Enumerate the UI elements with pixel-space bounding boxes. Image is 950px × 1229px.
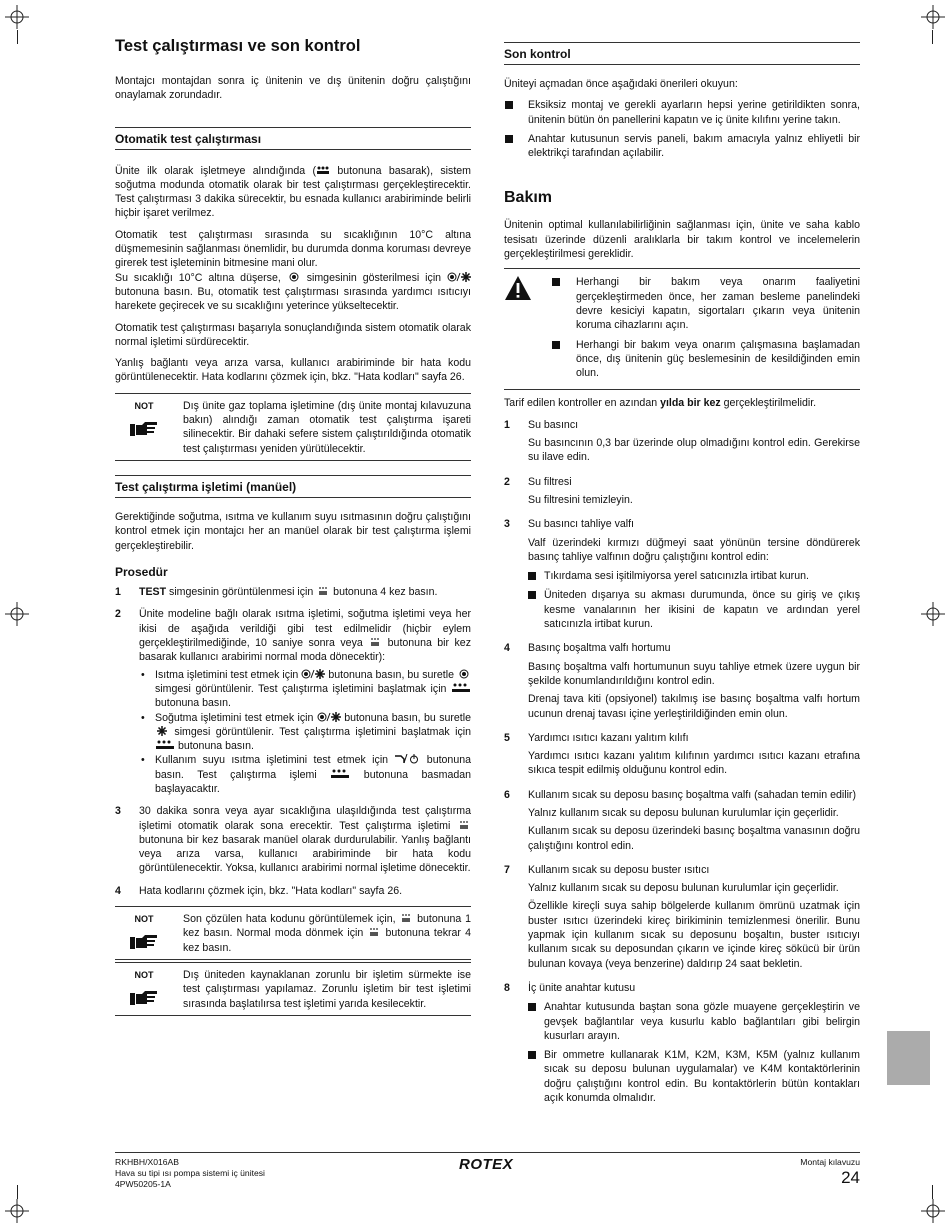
item-subpoint: Bir ommetre kullanarak K1M, K2M, K3M, K5M (yalnız kullanım sıcak su deposu bulunan uygulamalar) ve K4M kontaktörlerinin doğru çalıştığını kontrol edin. Bu kontaktörlerin bütün kontakları açık konumda olmalıdır. bbox=[528, 1048, 860, 1105]
registration-mark-icon bbox=[921, 602, 945, 626]
model-code: RKHBH/X016AB bbox=[115, 1157, 180, 1167]
footer-right bbox=[800, 1157, 860, 1188]
maintenance-item bbox=[504, 863, 860, 971]
item-number: 6 bbox=[504, 788, 510, 801]
procedure-heading: Prosedür bbox=[115, 564, 168, 579]
checks-frequency: Tarif edilen kontroller en azından yılda bir kez gerçekleştirilmelidir. bbox=[504, 397, 817, 410]
maintenance-item bbox=[504, 418, 860, 465]
note-text: Son çözülen hata kodunu görüntülemek için, butonuna 1 kez basın. Normal moda dönmek için butonuna tekrar 4 kez basın. bbox=[183, 913, 471, 954]
item-title: Su filtresi bbox=[528, 475, 572, 488]
item-number: 1 bbox=[504, 418, 510, 431]
item-subpoint: Anahtar kutusunda baştan sona gözle muayene gerçekleştirin ve gevşek bağlantılar veya kusurlu kablo bağlantıları gibi belirgin kusurları arayın. bbox=[528, 1000, 860, 1043]
warning-item: Herhangi bir bakım veya onarım çalışmasına başlamadan önce, dış ünitenin güç beslemesinin de kesildiğinden emin olun. bbox=[576, 338, 860, 380]
heat-cool-icon bbox=[317, 712, 341, 722]
intro-text: Montajcı montajdan sonra iç ünitenin ve dış ünitenin doğru çalıştığını onaylamak zorundadır. bbox=[115, 75, 471, 102]
item-title: Su basıncı tahliye valfı bbox=[528, 518, 634, 531]
final-check-item: Anahtar kutusunun servis paneli, bakım amacıyla yalnız ehliyetli bir elektrikçi tarafından açılabilir. bbox=[504, 132, 860, 161]
note-text: Dış ünite gaz toplama işletimine (dış ünite montaj kılavuzuna bakın) alındığı zaman otomatik test çalıştırma işareti silinecektir. Bir dahaki sefere sistem çalıştırıldığında otomatik test çalıştırması yeniden yürütülecektir. bbox=[183, 399, 471, 455]
test-run-icon bbox=[367, 927, 381, 937]
item-sublist bbox=[528, 1000, 860, 1105]
warning-list bbox=[550, 275, 860, 385]
procedure-step: 3 30 dakika sonra veya ayar sıcaklığına ulaşıldığında test çalıştırma işletimi otomatik olarak sona erecektir. Test çalıştırma işletimi butonuna bir kez basarak manüel olarak durdurulabilir. Yanlış bağlantı veya arıza varsa, kullanıcı arabiriminde bir hata kodu görüntülenecektir. Yoksa, kullanıcı arabirimi normal işletime dönecektir. bbox=[115, 805, 471, 875]
left-column bbox=[115, 34, 471, 1024]
auto-test-heading: Otomatik test çalıştırması bbox=[115, 127, 471, 150]
heat-cool-icon bbox=[447, 272, 471, 282]
procedure-steps bbox=[115, 585, 471, 898]
maintenance-item bbox=[504, 981, 860, 1105]
item-sublist bbox=[528, 569, 860, 631]
item-number: 5 bbox=[504, 731, 510, 744]
warning-box bbox=[504, 268, 860, 390]
maintenance-item bbox=[504, 475, 860, 508]
test-run-icon bbox=[155, 740, 175, 750]
test-run-icon bbox=[457, 820, 471, 830]
auto-test-paragraph: Otomatik test çalıştırması başarıyla sonuçlandığında sistem otomatik olarak normal işletimi sürdürecektir. bbox=[115, 321, 471, 348]
registration-mark-icon bbox=[5, 5, 29, 29]
maintenance-item bbox=[504, 731, 860, 778]
warning-triangle-icon bbox=[504, 275, 532, 301]
page-footer bbox=[115, 1152, 860, 1189]
hot-water-tap-icon bbox=[394, 754, 420, 764]
item-number: 4 bbox=[504, 642, 510, 655]
registration-mark-icon bbox=[5, 1199, 29, 1223]
test-run-icon bbox=[399, 913, 413, 923]
item-body: Yardımcı ısıtıcı kazanı yalıtım kılıfının yardımcı ısıtıcı kazanı etrafına sıkıca tespit edilmiş olduğunu kontrol edin. bbox=[528, 750, 860, 777]
heating-icon bbox=[287, 272, 301, 282]
item-title: İç ünite anahtar kutusu bbox=[528, 981, 636, 994]
heating-icon bbox=[457, 669, 471, 679]
warning-item: Herhangi bir bakım veya onarım faaliyetini gerçekleştirmeden önce, her zaman besleme panelindeki devre kesiciyi kapatın, sigortaları çıkarın veya ünitenin koruma cihazlarını açın. bbox=[576, 276, 860, 332]
item-body: Yalnız kullanım sıcak su deposu bulunan kurulumlar için geçerlidir. bbox=[528, 882, 839, 895]
maintenance-item bbox=[504, 517, 860, 631]
heat-cool-icon bbox=[301, 669, 325, 679]
registration-mark-icon bbox=[921, 5, 945, 29]
note-label: NOT bbox=[115, 912, 173, 955]
final-check-heading: Son kontrol bbox=[504, 42, 860, 65]
maintenance-item bbox=[504, 788, 860, 853]
crop-line bbox=[17, 1185, 18, 1199]
item-body: Su basıncının 0,3 bar üzerinde olup olmadığını kontrol edin. Gerekirse su ilave edin. bbox=[528, 437, 860, 464]
final-check-intro: Üniteyi açmadan önce aşağıdaki önerileri okuyun: bbox=[504, 78, 738, 90]
item-body: Su filtresini temizleyin. bbox=[528, 493, 633, 506]
footer-left bbox=[115, 1157, 265, 1190]
bullet-item: • Isıtma işletimini test etmek için butonuna basın, bu suretle simgesi görüntülenir. Test çalıştırma işletimini başlatmak için butonuna basın. bbox=[139, 668, 471, 711]
page-number: 24 bbox=[841, 1168, 860, 1187]
item-body: Özellikle kireçli suya sahip bölgelerde kullanım ömrünü uzatmak için buster ısıtıcı üzerindeki kireç birikiminin temizlenmesi önerilir. Bunu yapmak için kullanım sıcak su deposunu boşaltın, buster ısıtıcıyı kullanım sıcak su deposundan çıkarın ve içinde kireç sökücü bir ürün bulunan kovaya (veya benzerine) daldırıp 24 saat bekletin. bbox=[528, 900, 860, 970]
chapter-tab bbox=[887, 1031, 930, 1085]
item-title: Basınç boşaltma valfı hortumu bbox=[528, 642, 671, 655]
pointing-hand-icon bbox=[129, 932, 159, 950]
item-number: 3 bbox=[504, 518, 510, 531]
item-subpoint: Tıkırdama sesi işitilmiyorsa yerel satıcınızla irtibat kurun. bbox=[528, 569, 860, 583]
maintenance-checks bbox=[504, 418, 860, 1106]
auto-test-paragraph: Yanlış bağlantı veya arıza varsa, kullanıcı arabiriminde bir hata kodu görüntülenecektir. Hata kodlarını çözmek için, bkz. "Hata kodları" sayfa 26. bbox=[115, 357, 471, 384]
manual-name: Montaj kılavuzu bbox=[800, 1157, 860, 1167]
test-run-icon bbox=[316, 165, 330, 175]
bullet-item: • Soğutma işletimini test etmek için butonuna basın, bu suretle simgesi görüntülenir. Test çalıştırma işletimini başlatmak için butonuna basın. bbox=[139, 711, 471, 754]
note-box bbox=[115, 962, 471, 1016]
maintenance-item bbox=[504, 641, 860, 720]
auto-test-paragraph: Su sıcaklığı 10°C altına düşerse, simgesinin gösterilmesi için butonuna basın. Bu, otomatik test çalıştırması sırasında yardımcı ısıtıcıyı harekete geçirecek ve su sıcaklığını yeterince yükseltecektir. bbox=[115, 271, 471, 313]
note-box bbox=[115, 393, 471, 461]
procedure-step: 1 TEST simgesinin görüntülenmesi için butonuna 4 kez basın. bbox=[115, 586, 438, 599]
page-title: Test çalıştırması ve son kontrol bbox=[115, 37, 361, 55]
auto-test-paragraph: Ünite ilk olarak işletmeye alındığında ( butonuna basarak), sistem soğutma modunda otomatik olarak bir test çalıştırması gerçekleştirecektir. Test çalıştırması 3 dakika sürecektir, bu esnada kullanıcı arabiriminde belirli hiçbir işaret verilmez. bbox=[115, 164, 471, 220]
item-body: Kullanım sıcak su deposu üzerindeki basınç boşaltma vanasının doğru çalıştığını kontrol edin. bbox=[528, 825, 860, 852]
cooling-icon bbox=[155, 726, 169, 736]
bullet-item: • Kullanım suyu ısıtma işletimini test etmek için butonuna basın. Test çalıştırma işlemi butonuna basmadan başlayacaktır. bbox=[139, 753, 471, 796]
product-description: Hava su tipi ısı pompa sistemi iç ünitesi bbox=[115, 1168, 265, 1178]
item-body: Valf üzerindeki kırmızı düğmeyi saat yönünün tersine döndürerek basınç tahliye valfının doğru çalıştığını kontrol edin: bbox=[528, 536, 860, 563]
pointing-hand-icon bbox=[129, 419, 159, 437]
registration-mark-icon bbox=[5, 602, 29, 626]
item-title: Su basıncı bbox=[528, 418, 579, 431]
test-run-icon bbox=[316, 586, 330, 596]
brand-logo: ROTEX bbox=[459, 1156, 514, 1173]
manual-test-heading: Test çalıştırma işletimi (manüel) bbox=[115, 475, 471, 498]
maintenance-intro: Ünitenin optimal kullanılabilirliğinin sağlanması için, ünite ve saha kablo tesisatı üzerinde düzenli aralıklarla bir takım kontrol ve incelemelerin gerçekleştirilmesi gereklidir. bbox=[504, 219, 860, 261]
item-body: Drenaj tava kiti (opsiyonel) takılmış ise basınç boşaltma valfı hortum ucunun drenaj tavası içine yerleştirildiğinden emin olun. bbox=[528, 693, 860, 720]
note-text: Dış üniteden kaynaklanan zorunlu bir işletim sürmekte ise test çalıştırması yapılamaz. Zorunlu işletim bir test işletimi sırasında başlatılırsa test işletimi yarıda kesilecektir. bbox=[183, 968, 471, 1010]
item-subpoint: Üniteden dışarıya su akması durumunda, önce su giriş ve çıkış kesme vanalarının her ikisini de kapatın ve ardından yerel satıcınızla irtibat kurun. bbox=[528, 588, 860, 631]
procedure-step: 4 Hata kodlarını çözmek için, bkz. "Hata kodları" sayfa 26. bbox=[115, 884, 403, 897]
auto-test-paragraph: Otomatik test çalıştırması sırasında su sıcaklığının 10°C altına düşmemesinin sağlanması önemlidir, bu durumda donma koruması devreye girerek test işleteminin bitmesine mani olur. bbox=[115, 228, 471, 270]
crop-line bbox=[932, 30, 933, 44]
crop-line bbox=[17, 30, 18, 44]
final-check-list bbox=[504, 98, 860, 160]
test-run-icon bbox=[330, 769, 350, 779]
test-mode-bullets bbox=[139, 668, 471, 797]
item-title: Yardımcı ısıtıcı kazanı yalıtım kılıfı bbox=[528, 731, 689, 744]
note-label: NOT bbox=[115, 399, 173, 456]
test-run-icon bbox=[368, 637, 382, 647]
final-check-item: Eksiksiz montaj ve gerekli ayarların hepsi yerine getirildikten sonra, ünitenin bütün ön panellerini kapatın ve iç ünite kılıfını yerine takın. bbox=[504, 98, 860, 127]
right-column bbox=[504, 42, 860, 1115]
test-run-icon bbox=[451, 683, 471, 693]
item-body: Yalnız kullanım sıcak su deposu bulunan kurulumlar için geçerlidir. bbox=[528, 806, 839, 819]
pointing-hand-icon bbox=[129, 988, 159, 1006]
item-body: Basınç boşaltma valfı hortumunun suyu tahliye etmek üzere uygun bir şekilde konumlandırıldığını kontrol edin. bbox=[528, 660, 860, 687]
note-label: NOT bbox=[115, 968, 173, 1011]
item-number: 7 bbox=[504, 863, 510, 876]
note-box bbox=[115, 906, 471, 960]
document-number: 4PW50205-1A bbox=[115, 1179, 171, 1189]
crop-line bbox=[932, 1185, 933, 1199]
item-title: Kullanım sıcak su deposu basınç boşaltma valfı (sahadan temin edilir) bbox=[528, 788, 856, 801]
item-number: 8 bbox=[504, 981, 510, 994]
registration-mark-icon bbox=[921, 1199, 945, 1223]
item-number: 2 bbox=[504, 475, 510, 488]
maintenance-heading: Bakım bbox=[504, 189, 553, 207]
manual-test-intro: Gerektiğinde soğutma, ısıtma ve kullanım suyu ısıtmasının doğru çalıştığını kontrol etmek için montajcı her an manüel olarak bir test çalıştırma işlemi gerçekleştirebilir. bbox=[115, 510, 471, 552]
procedure-step: 2 Ünite modeline bağlı olarak ısıtma işletimi, soğutma işletimi veya her ikisi de aşağıda verildiği gibi test edilmelidir (hiçbir eylem gerçekleştirilmediğinde, 10 saniye sonra veya butonuna bir kez basarak kullanıcı arabirimi normal moda dönecektir): • Isıtma işletimini test etmek için butonuna basın, bu suretle simgesi görüntülenir. Test çalıştırma işletimini başlatmak için butonuna basın. • Soğutma işletimini test etmek için butonuna basın, bu suretle simgesi görüntülenir. Test çalıştırma işletimini başlatmak için butonuna basın. • Kullanım suyu ısıtma işletimini test etmek için butonuna basın. Test çalıştırma işlemi butonuna basmadan başlayacaktır. bbox=[115, 607, 471, 796]
item-title: Kullanım sıcak su deposu buster ısıtıcı bbox=[528, 863, 710, 876]
